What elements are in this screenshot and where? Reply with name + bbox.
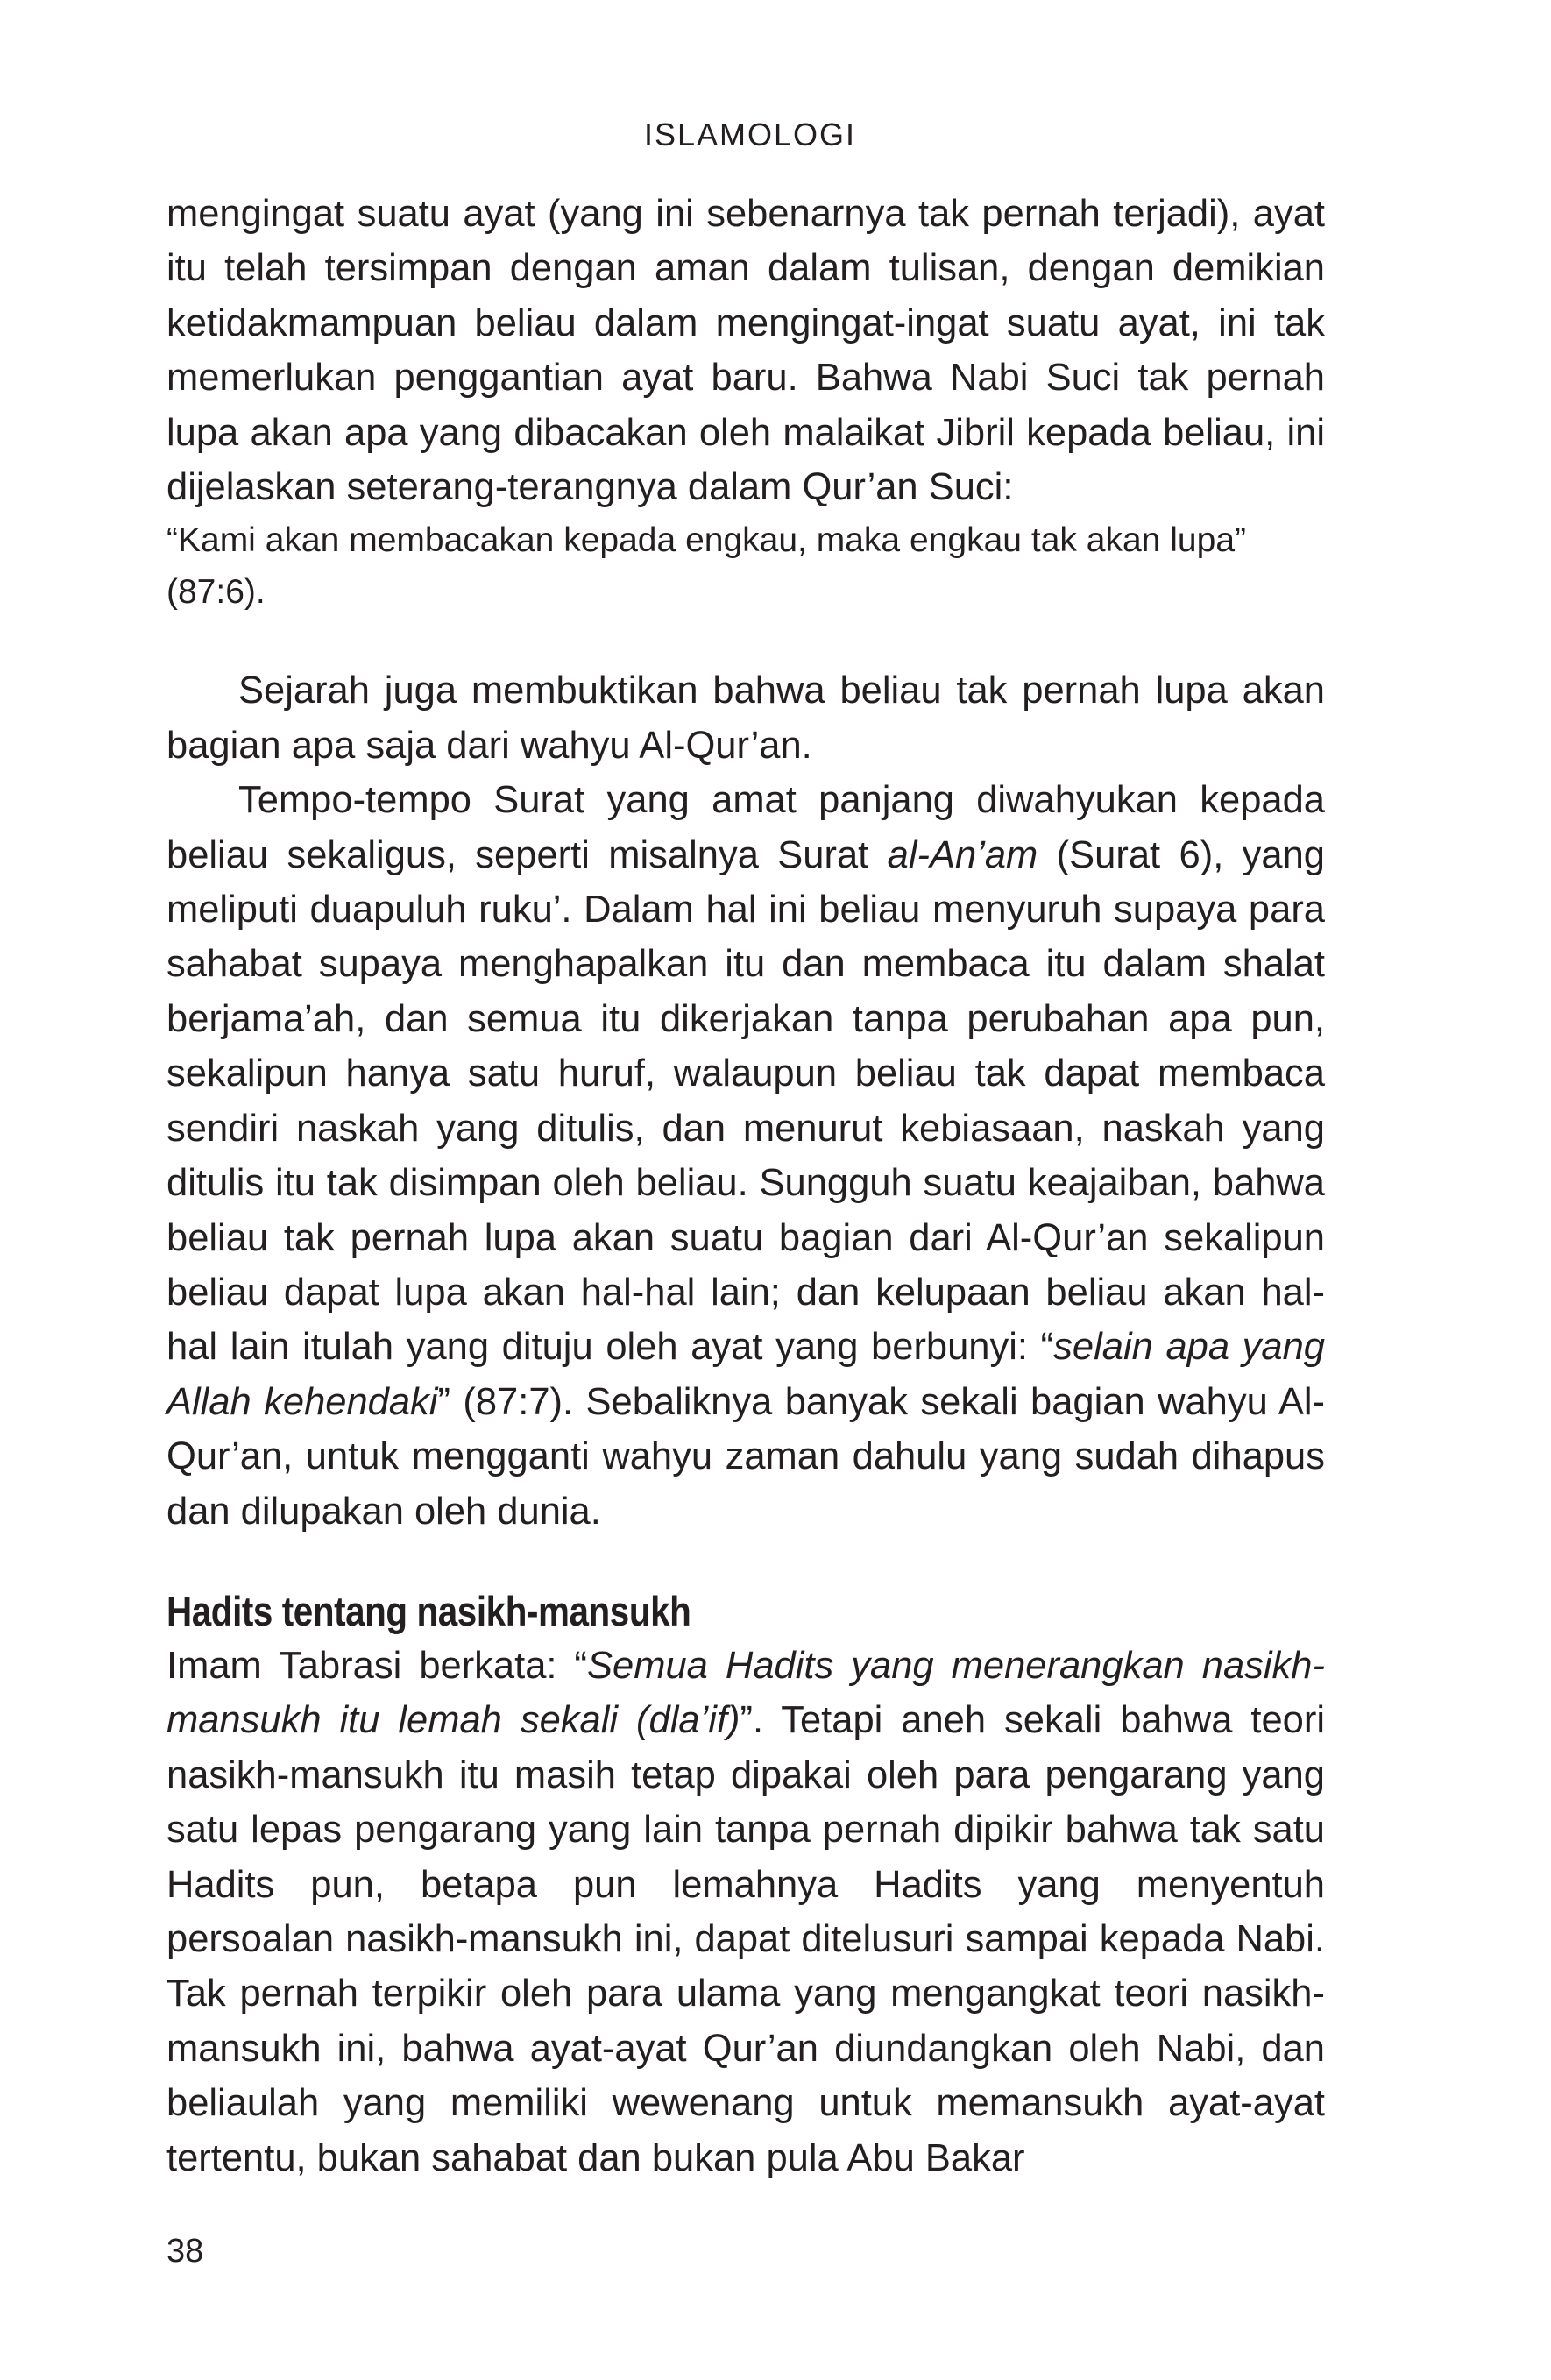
italic-surah-name: al-An’am xyxy=(887,833,1038,876)
running-head: ISLAMOLOGI xyxy=(643,117,857,152)
paragraph-continuation: mengingat suatu ayat (yang ini sebenarnya tak pernah terjadi), ayat itu telah tersimpan dengan aman dalam tulisan, dengan demikian ketidakmampuan beliau dalam mengingat-ingat suatu ayat, ini tak memerlukan penggantian ayat baru. Bahwa Nabi Suci tak pernah lupa akan apa yang dibacakan oleh malaikat Jibril kepada beliau, ini dijelaskan seterang-terangnya dalam Qur’an Suci: xyxy=(166,193,1325,509)
paragraph: Sejarah juga membuktikan bahwa beliau tak pernah lupa akan bagian apa saja dari wahyu Al-Qur’an. xyxy=(166,669,1325,767)
text-run: Imam Tabrasi berkata: “ xyxy=(166,1644,588,1687)
italic-quote: selain apa yang Allah kehendaki xyxy=(166,1326,1325,1423)
text-run: ”. Tetapi aneh sekali bahwa teori nasikh-mansukh itu masih tetap dipakai oleh para pengarang yang satu lepas pengarang yang lain tanpa pernah dipikir bahwa tak satu Hadits pun, betapa pun lemahnya Hadits yang menyentuh persoalan nasikh-mansukh ini, dapat ditelusuri sampai kepada Nabi. Tak pernah terpikir oleh para ulama yang mengangkat teori nasikh-mansukh ini, bahwa ayat-ayat Qur’an diundangkan oleh Nabi, dan beliaulah yang memiliki wewenang untuk memansukh ayat-ayat tertentu, bukan sahabat dan bukan pula Abu Bakar xyxy=(166,1699,1325,2179)
page-number: 38 xyxy=(166,2233,204,2270)
text-run: Tempo-tempo Surat yang amat panjang diwahyukan kepada beliau sekaligus, seperti misalnya Surat xyxy=(166,779,1325,876)
block-quote: “Kami akan membacakan kepada engkau, maka engkau tak akan lupa” (87:6). xyxy=(166,521,1246,612)
paragraph xyxy=(166,773,1325,1539)
paragraph xyxy=(166,1639,1325,2185)
page-body xyxy=(166,187,1325,2185)
text-run: ” (87:7). Sebaliknya banyak sekali bagian wahyu Al-Qur’an, untuk mengganti wahyu zaman dahulu yang sudah dihapus dan dilupakan oleh dunia. xyxy=(166,1380,1325,1533)
section-heading: Hadits tentang nasikh-mansukh xyxy=(166,1587,691,1634)
italic-quote: Semua Hadits yang menerangkan nasikh-mansukh itu lemah sekali (dla’if) xyxy=(166,1644,1325,1742)
text-run: (Surat 6), yang meliputi duapuluh ruku’. Dalam hal ini beliau menyuruh supaya para sahabat supaya menghapalkan itu dan membaca itu dalam shalat berjama’ah, dan semua itu dikerjakan tanpa perubahan apa pun, sekalipun hanya satu huruf, walaupun beliau tak dapat membaca sendiri naskah yang ditulis, dan menurut kebiasaan, naskah yang ditulis itu tak disimpan oleh beliau. Sungguh suatu keajaiban, bahwa beliau tak pernah lupa akan suatu bagian dari Al-Qur’an sekalipun beliau dapat lupa akan hal-hal lain; dan kelupaan beliau akan hal-hal lain itulah yang dituju oleh ayat yang berbunyi: “ xyxy=(166,833,1325,1369)
